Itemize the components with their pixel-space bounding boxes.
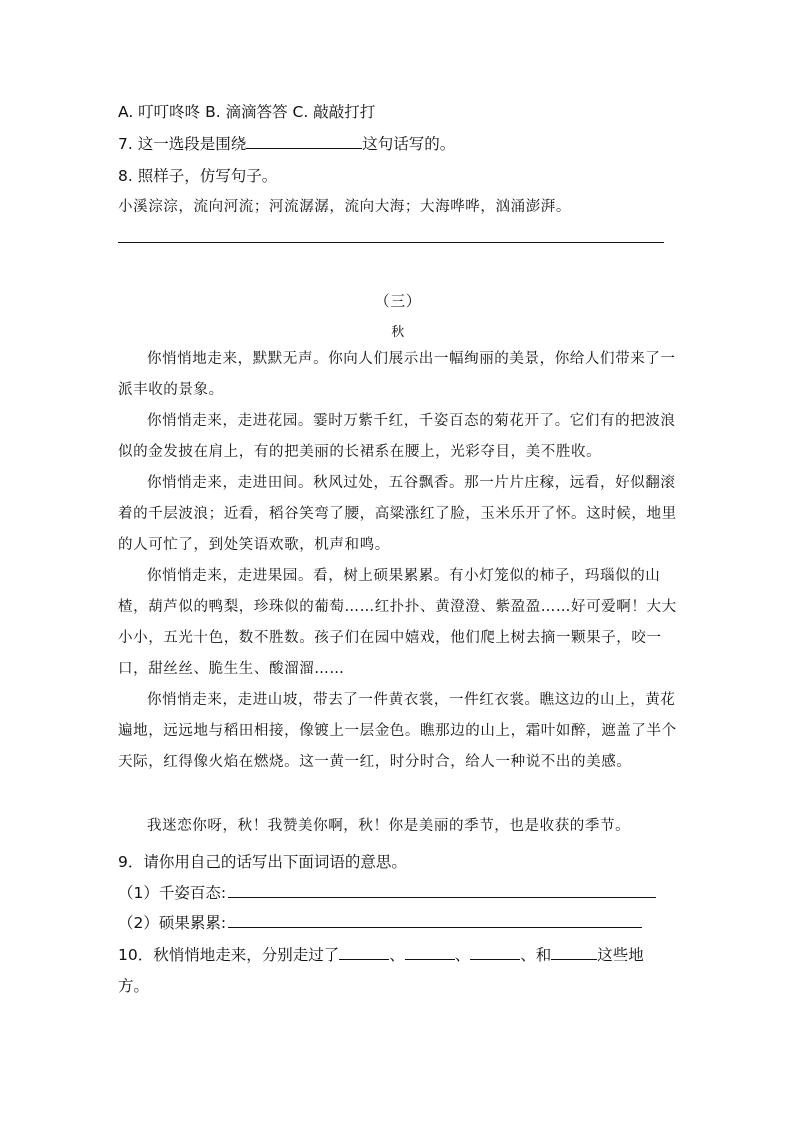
question-10 [118,945,644,965]
q8-prompt: 8. 照样子，仿写句子。 [118,167,278,185]
q10-continuation: 方。 [118,977,150,995]
q7-text-after: 这句话写的。 [362,135,456,153]
passage-paragraph: 你悄悄走来，走进花园。霎时万紫千红，千姿百态的菊花开了。它们有的把波浪似的金发披在肩上，有的把美丽的长裙系在腰上，光彩夺目，美不胜收。 [118,413,676,460]
q10-text-before: 10．秋悄悄地走来，分别走过了 [118,946,340,964]
q10-blank-1[interactable] [339,945,389,960]
q6-options: A. 叮叮咚咚 B. 滴滴答答 C. 敲敲打打 [118,103,376,121]
q10-text-after: 这些地 [597,946,644,964]
q10-separator: 、和 [520,946,552,964]
q10-blank-3[interactable] [470,945,520,960]
q9-item-2-label: （2）硕果累累: [118,914,227,932]
q8-answer-line[interactable] [118,242,664,243]
section-number: （三） [374,292,422,310]
q10-separator: 、 [454,946,471,964]
q9-item-1 [118,883,656,903]
q9-item-2-blank[interactable] [228,913,642,928]
q7-answer-blank[interactable] [246,134,362,149]
q10-blank-4[interactable] [551,945,597,960]
question-7 [118,134,455,154]
passage-paragraph: 我迷恋你呀，秋！我赞美你啊，秋！你是美丽的季节，也是收获的季节。 [147,818,631,834]
q9-prompt: 9．请你用自己的话写出下面词语的意思。 [118,853,407,871]
q7-text-before: 7. 这一选段是围绕 [118,135,247,153]
q9-item-2 [118,913,642,933]
q9-item-1-blank[interactable] [228,883,656,898]
passage-paragraph: 你悄悄走来，走进山坡，带去了一件黄衣裳，一件红衣裳。瞧这边的山上，黄花遍地，远远地与稻田相接，像镀上一层金色。瞧那边的山上，霜叶如醉，遮盖了半个天际，红得像火焰在燃烧。这一黄一红，时分时合，给人一种说不出的美感。 [118,692,677,770]
q9-item-1-label: （1）千姿百态: [118,884,227,902]
passage-paragraph: 你悄悄地走来，默默无声。你向人们展示出一幅绚丽的美景，你给人们带来了一派丰收的景象。 [118,351,676,398]
q10-blank-2[interactable] [405,945,455,960]
passage-paragraph: 你悄悄走来，走进田间。秋风过处，五谷飘香。那一片片庄稼，远看，好似翻滚着的千层波浪；近看，稻谷笑弯了腰，高粱涨红了脸，玉米乐开了怀。这时候，地里的人可忙了，到处笑语欢歌，机声和鸣。 [118,475,677,553]
q10-separator: 、 [389,946,405,964]
q8-example: 小溪淙淙，流向河流；河流潺潺，流向大海；大海哗哗，汹涌澎湃。 [118,199,571,215]
passage-paragraph: 你悄悄走来，走进果园。看，树上硕果累累。有小灯笼似的柿子，玛瑙似的山楂，葫芦似的鸭梨，珍珠似的葡萄……红扑扑、黄澄澄、紫盈盈……好可爱啊！大大小小，五光十色，数不胜数。孩子们在园中嬉戏，他们爬上树去摘一颗果子，咬一口，甜丝丝、脆生生、酸溜溜…… [118,568,677,677]
passage-title: 秋 [391,325,405,340]
